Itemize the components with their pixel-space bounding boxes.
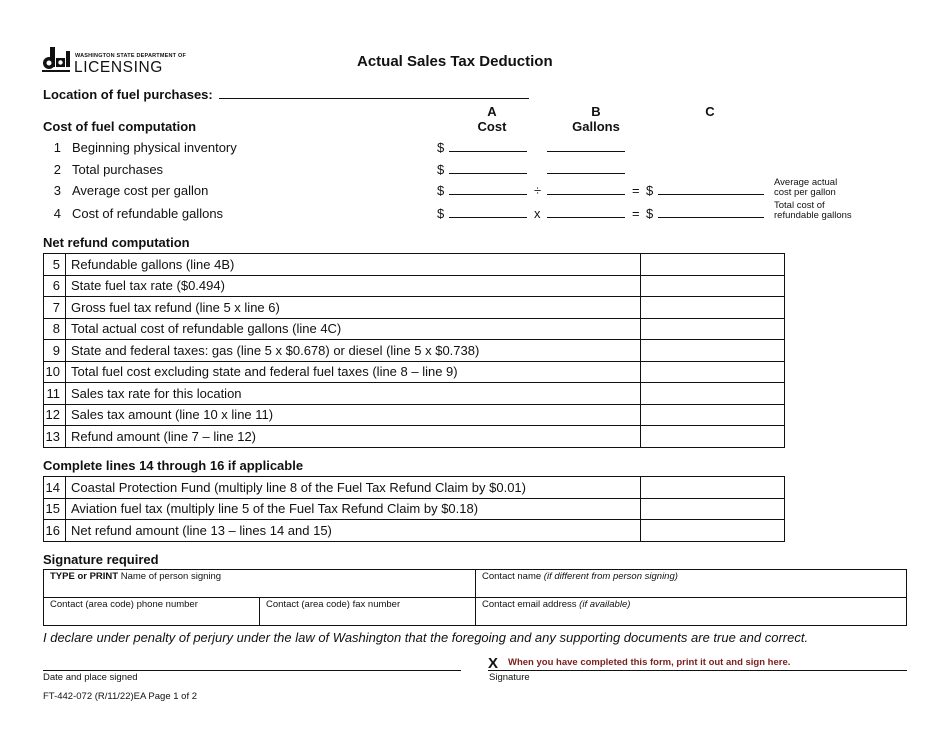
line-1-label: Beginning physical inventory	[72, 140, 237, 155]
print-sign-note: When you have completed this form, print it out and sign here.	[508, 657, 791, 668]
line-4c-input[interactable]	[658, 217, 764, 218]
location-label: Location of fuel purchases:	[43, 87, 213, 102]
dollar-sign: $	[437, 162, 445, 177]
phone-field[interactable]	[44, 598, 260, 625]
optional-lines-table	[43, 476, 785, 542]
line-description: Total fuel cost excluding state and federal fuel taxes (line 8 – line 9)	[66, 361, 641, 383]
signature-box	[43, 569, 907, 626]
line-number: 7	[44, 297, 66, 319]
table-row	[44, 340, 785, 362]
line-description: Gross fuel tax refund (line 5 x line 6)	[66, 297, 641, 319]
table-row	[44, 361, 785, 383]
optional-section-heading: Complete lines 14 through 16 if applicable	[43, 458, 304, 473]
fax-label: Contact (area code) fax number	[266, 599, 401, 610]
line-number: 11	[44, 383, 66, 405]
line-number: 1	[53, 140, 61, 155]
amount-input[interactable]	[641, 297, 785, 319]
note-text: refundable gallons	[774, 209, 852, 221]
line-2-label: Total purchases	[72, 162, 164, 177]
line-1b-input[interactable]	[547, 151, 625, 152]
line-number: 9	[44, 340, 66, 362]
line-number: 5	[44, 254, 66, 276]
column-c-header	[670, 104, 750, 119]
line-number: 12	[44, 404, 66, 426]
line-3-note	[774, 178, 837, 197]
amount-input[interactable]	[641, 520, 785, 542]
amount-input[interactable]	[641, 361, 785, 383]
line-number: 14	[44, 477, 66, 499]
dollar-sign: $	[646, 206, 654, 221]
table-row	[44, 520, 785, 542]
line-number: 15	[44, 498, 66, 520]
email-field[interactable]	[476, 598, 906, 625]
table-row	[44, 404, 785, 426]
cost-section-heading: Cost of fuel computation	[43, 119, 197, 134]
table-row	[44, 498, 785, 520]
form-id: FT-442-072 (R/11/22)EA Page 1 of 2	[43, 691, 198, 702]
note-text: Average actual	[774, 177, 838, 188]
line-2a-input[interactable]	[449, 173, 527, 174]
line-description: Total actual cost of refundable gallons (line 4C)	[66, 318, 641, 340]
line-description: Net refund amount (line 13 – lines 14 and 15)	[66, 520, 641, 542]
declaration-text: I declare under penalty of perjury under the law of Washington that the foregoing and any supporting documents are true and correct.	[43, 630, 809, 645]
signature-label: Signature	[489, 672, 530, 683]
table-row	[44, 318, 785, 340]
line-4a-input[interactable]	[449, 217, 527, 218]
email-label: Contact email address	[482, 599, 580, 610]
line-3b-input[interactable]	[547, 194, 625, 195]
column-a-header	[452, 104, 532, 134]
line-2b-input[interactable]	[547, 173, 625, 174]
note-text: cost per gallon	[774, 186, 836, 198]
line-description: Refund amount (line 7 – line 12)	[66, 426, 641, 448]
line-number: 16	[44, 520, 66, 542]
column-a-letter: A	[487, 104, 497, 119]
column-b-name: Gallons	[572, 119, 620, 134]
line-3c-input[interactable]	[658, 194, 764, 195]
column-a-name: Cost	[477, 119, 507, 134]
signature-input[interactable]	[488, 670, 907, 671]
dol-logo	[42, 47, 187, 76]
table-row	[44, 254, 785, 276]
contact-name-field[interactable]	[476, 570, 906, 598]
column-b-letter: B	[591, 104, 601, 119]
line-3-label: Average cost per gallon	[72, 183, 209, 198]
amount-input[interactable]	[641, 404, 785, 426]
line-4-label: Cost of refundable gallons	[72, 206, 224, 221]
line-description: State fuel tax rate ($0.494)	[66, 275, 641, 297]
dollar-sign: $	[646, 183, 654, 198]
amount-input[interactable]	[641, 477, 785, 499]
line-description: Sales tax amount (line 10 x line 11)	[66, 404, 641, 426]
note-text: Total cost of	[774, 200, 825, 211]
signature-x-mark: X	[488, 655, 499, 672]
name-field-label: Name of person signing	[118, 571, 222, 582]
amount-input[interactable]	[641, 275, 785, 297]
line-description: Sales tax rate for this location	[66, 383, 641, 405]
date-place-input[interactable]	[43, 670, 461, 671]
dollar-sign: $	[437, 140, 445, 155]
line-description: Aviation fuel tax (multiply line 5 of the Fuel Tax Refund Claim by $0.18)	[66, 498, 641, 520]
table-row	[44, 297, 785, 319]
email-hint: (if available)	[579, 599, 631, 610]
location-input[interactable]	[219, 98, 529, 99]
dol-logo-mark-icon	[42, 47, 70, 73]
equals-sign: =	[632, 206, 640, 221]
equals-sign: =	[632, 183, 640, 198]
amount-input[interactable]	[641, 254, 785, 276]
table-row	[44, 383, 785, 405]
type-or-print-label: TYPE or PRINT	[50, 571, 119, 582]
amount-input[interactable]	[641, 340, 785, 362]
dollar-sign: $	[437, 206, 445, 221]
line-number: 8	[44, 318, 66, 340]
page-title: Actual Sales Tax Deduction	[357, 53, 553, 70]
net-refund-table	[43, 253, 785, 448]
line-description: Coastal Protection Fund (multiply line 8 of the Fuel Tax Refund Claim by $0.01)	[66, 477, 641, 499]
line-number: 6	[44, 275, 66, 297]
line-description: State and federal taxes: gas (line 5 x $0.678) or diesel (line 5 x $0.738)	[66, 340, 641, 362]
line-4b-input[interactable]	[547, 217, 625, 218]
amount-input[interactable]	[641, 498, 785, 520]
date-place-label: Date and place signed	[43, 672, 138, 683]
line-number: 2	[53, 162, 61, 177]
fax-field[interactable]	[260, 598, 476, 625]
signature-heading: Signature required	[43, 552, 159, 567]
table-row	[44, 426, 785, 448]
dollar-sign: $	[437, 183, 445, 198]
column-c-letter: C	[705, 104, 715, 119]
line-3a-input[interactable]	[449, 194, 527, 195]
divide-sign: ÷	[534, 183, 542, 198]
table-row	[44, 275, 785, 297]
amount-input[interactable]	[641, 426, 785, 448]
line-number: 10	[44, 361, 66, 383]
phone-label: Contact (area code) phone number	[50, 599, 198, 610]
amount-input[interactable]	[641, 318, 785, 340]
table-row	[44, 477, 785, 499]
logo-department-text: WASHINGTON STATE DEPARTMENT OF	[75, 53, 187, 59]
line-number: 3	[53, 183, 61, 198]
line-number: 13	[44, 426, 66, 448]
net-section-heading: Net refund computation	[43, 235, 190, 250]
logo-licensing-text: LICENSING	[74, 59, 163, 76]
line-4-note	[774, 201, 852, 220]
name-field[interactable]	[44, 570, 476, 598]
line-number: 4	[53, 206, 61, 221]
contact-name-label: Contact name	[482, 571, 544, 582]
amount-input[interactable]	[641, 383, 785, 405]
line-description: Refundable gallons (line 4B)	[66, 254, 641, 276]
multiply-sign: x	[534, 206, 541, 221]
line-1a-input[interactable]	[449, 151, 527, 152]
contact-name-hint: (if different from person signing)	[543, 571, 678, 582]
column-b-header	[556, 104, 636, 134]
